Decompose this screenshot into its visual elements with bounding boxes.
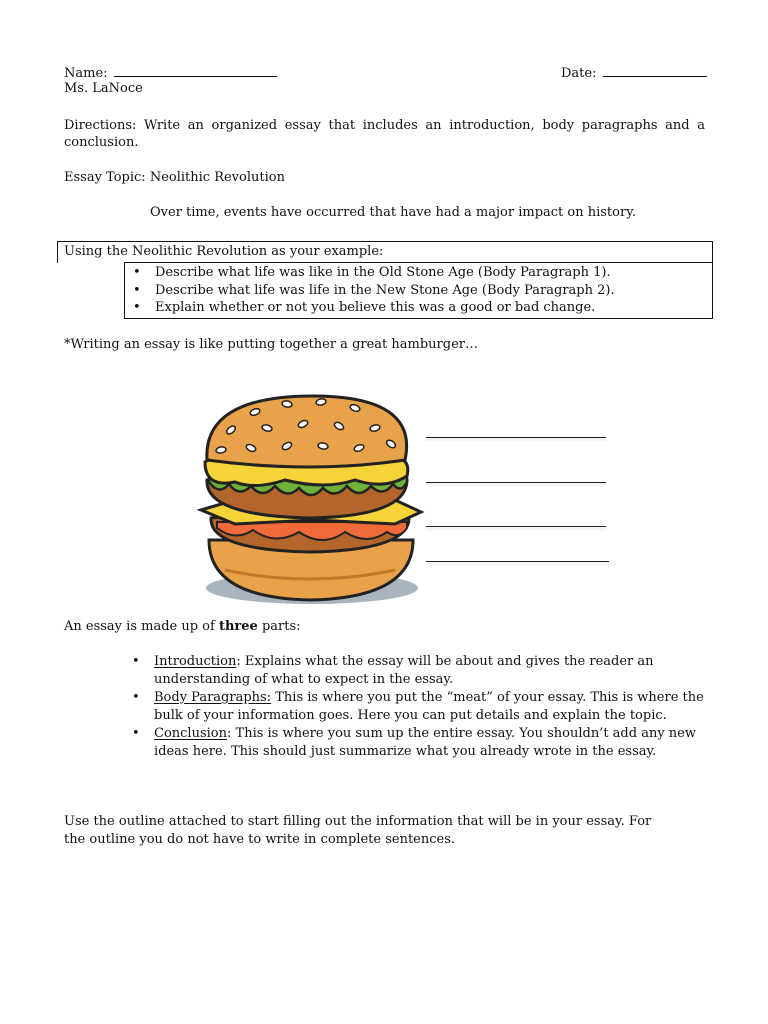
part-term: Body Paragraphs: — [154, 690, 272, 705]
parts-list — [130, 653, 710, 761]
part-term: Conclusion — [154, 726, 227, 741]
label-line-1[interactable] — [426, 437, 606, 438]
task-list — [124, 262, 713, 319]
parts-count: three — [218, 619, 258, 634]
teacher-name: Ms. LaNoce — [64, 81, 143, 96]
date-field — [561, 64, 707, 81]
date-blank[interactable] — [603, 64, 707, 77]
task-item: • Describe what life was life in the New Stone Age (Body Paragraph 2). — [125, 282, 712, 300]
name-label: Name: — [64, 66, 108, 81]
parts-intro: An essay is made up of three parts: — [64, 619, 301, 634]
task-item: • Explain whether or not you believe this was a good or bad change. — [125, 299, 712, 317]
task-item: • Describe what life was like in the Old Stone Age (Body Paragraph 1). — [125, 264, 712, 282]
closing-paragraph: Use the outline attached to start filling out the information that will be in your essay. For the outline you do not have to write in complete sentences. — [64, 814, 652, 847]
label-line-2[interactable] — [426, 482, 606, 483]
directions: Directions: Write an organized essay that includes an introduction, body paragraphs and a conclusion. — [64, 118, 705, 150]
task-heading: Using the Neolithic Revolution as your example: — [64, 244, 384, 259]
name-field — [64, 64, 277, 81]
list-item: • Conclusion: This is where you sum up the entire essay. You shouldn’t add any new ideas here. This should just summarize what you already wrote in the essay. — [130, 725, 710, 761]
hamburger-illustration — [195, 390, 425, 610]
essay-topic: Essay Topic: Neolithic Revolution — [64, 170, 285, 185]
date-label: Date: — [561, 66, 597, 81]
top-bun — [207, 396, 407, 467]
name-blank[interactable] — [114, 64, 277, 77]
list-item: • Introduction: Explains what the essay will be about and gives the reader an understanding of what to expect in the essay. — [130, 653, 710, 689]
task-heading-box — [57, 241, 713, 263]
label-line-4[interactable] — [426, 561, 609, 562]
label-line-3[interactable] — [426, 526, 606, 527]
hamburger-intro: *Writing an essay is like putting together a great hamburger… — [64, 337, 478, 352]
essay-prompt: Over time, events have occurred that have had a major impact on history. — [150, 205, 636, 220]
part-term: Introduction — [154, 654, 237, 669]
list-item: • Body Paragraphs: This is where you put the “meat” of your essay. This is where the bulk of your information goes. Here you can put details and explain the topic. — [130, 689, 710, 725]
